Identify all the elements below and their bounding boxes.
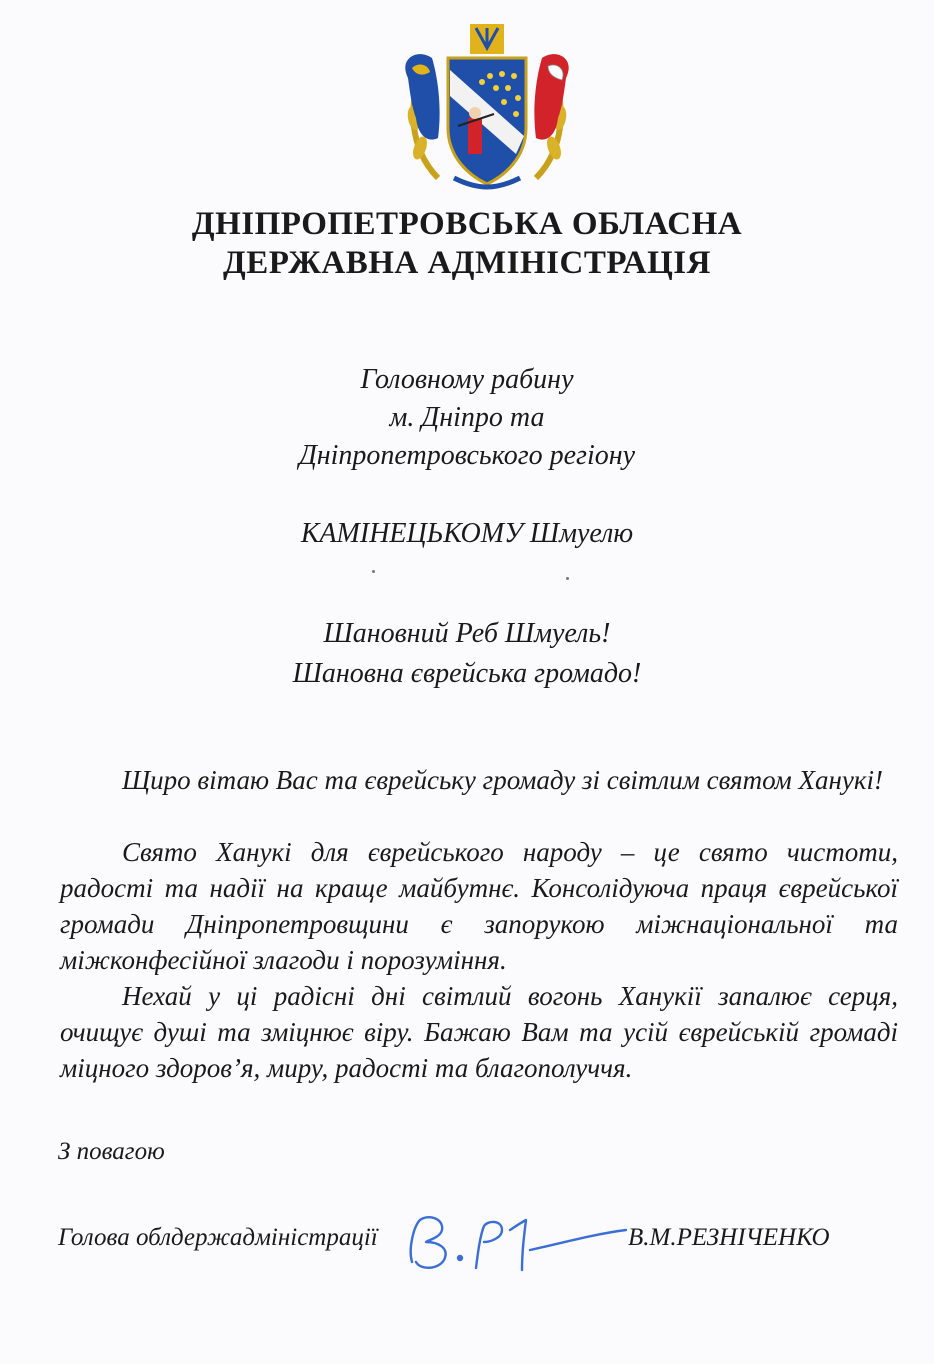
signatory-name: В.М.РЕЗНІЧЕНКО <box>628 1224 830 1251</box>
body-paragraph-2: Свято Ханукі для єврейського народу – це свято чистоти, радості та надії на краще майбутнє. Консолідуюча праця єврейської громади Дніпропетровщини є запорукою міжнаціональної та міжконфесійної злагоди і порозуміння. <box>60 837 898 975</box>
organization-title-line2: ДЕРЖАВНА АДМІНІСТРАЦІЯ <box>223 245 711 281</box>
addressee-line2: м. Дніпро та <box>389 402 545 433</box>
body-paragraph-1: Щиро вітаю Вас та єврейську громаду зі світлим святом Ханукі! <box>122 765 884 795</box>
addressee-line3: Дніпропетровського регіону <box>298 440 636 471</box>
addressee-line1: Головному рабину <box>360 364 574 395</box>
paper-speck <box>372 570 375 573</box>
signatory-position: Голова облдержадміністрації <box>58 1224 378 1251</box>
body-paragraph-3: Нехай у ці радісні дні світлий вогонь Ханукії запалює серця, очищує душі та зміцнює віру. Бажаю Вам та усій єврейській громаді міцного здоров’я, миру, радості та благополуччя. <box>60 981 898 1083</box>
handwritten-signature-icon <box>398 1208 630 1280</box>
paper-speck <box>566 577 569 580</box>
salutation-line2: Шановна єврейська громадо! <box>292 658 642 689</box>
organization-title-line1: ДНІПРОПЕТРОВСЬКА ОБЛАСНА <box>191 206 743 242</box>
closing-regards: З повагою <box>58 1138 165 1165</box>
addressee-name: КАМІНЕЦЬКОМУ Шмуелю <box>300 518 634 549</box>
salutation-line1: Шановний Реб Шмуель! <box>323 618 611 649</box>
coat-of-arms-icon <box>398 18 576 194</box>
